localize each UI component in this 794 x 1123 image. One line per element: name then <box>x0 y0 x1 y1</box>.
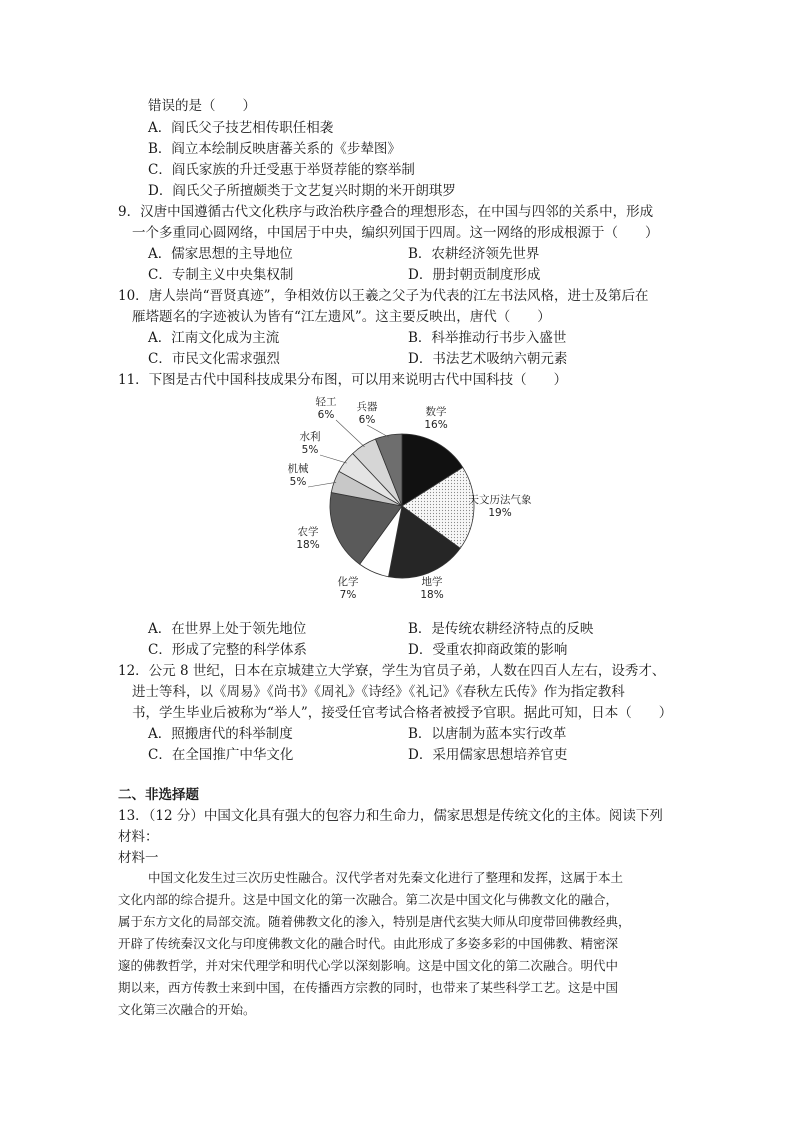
q8-option-b: B．阎立本绘制反映唐蕃关系的《步辇图》 <box>148 141 401 157</box>
pie-pct-3: 7% <box>339 589 357 601</box>
q8-option-a: A．阎氏父子技艺相传职任相袭 <box>148 120 334 136</box>
q12-line-1: 12．公元 8 世纪，日本在京城建立大学寮，学生为官员子弟，人数在四百人左右，设秀才、 <box>118 663 666 679</box>
q12-option-c: C．在全国推广中华文化 <box>148 747 294 763</box>
q10-line-1: 10．唐人崇尚“晋贤真迹”，争相效仿以王羲之父子为代表的江左书法风格，进士及第后在 <box>118 288 649 304</box>
material-line-7: 文化第三次融合的开始。 <box>118 1002 256 1017</box>
material-line-5: 邃的佛教哲学，并对宋代理学和明代心学以深刻影响。这是中国文化的第二次融合。明代中 <box>118 958 619 973</box>
q13-line-2: 材料： <box>118 829 159 845</box>
pie-svg <box>270 395 570 610</box>
q9-option-a: A．儒家思想的主导地位 <box>148 246 293 262</box>
q12-option-d: D．采用儒家思想培养官吏 <box>408 747 568 763</box>
pie-pct-5: 5% <box>289 476 307 488</box>
q10-line-2: 雁塔题名的字迹被认为皆有“江左遗风”。这主要反映出，唐代（ ） <box>132 309 551 325</box>
q8-stem-end: 错误的是（ ） <box>148 98 256 114</box>
q11-option-c: C．形成了完整的科学体系 <box>148 642 307 658</box>
pie-label-6: 水利 <box>299 431 321 443</box>
pie-pct-1: 19% <box>488 507 512 519</box>
pie-leader-8 <box>367 425 389 437</box>
pie-pct-8: 6% <box>358 414 376 426</box>
material-line-2: 文化内部的综合提升。这是中国文化的第一次融合。第二次是中国文化与佛教文化的融合， <box>118 892 619 907</box>
q12-line-3: 书，学生毕业后被称为“举人”，接受任官考试合格者被授予官职。据此可知，日本（ ） <box>132 705 673 721</box>
tech-pie-chart <box>270 395 570 610</box>
q13-line-1: 13．（12 分）中国文化具有强大的包容力和生命力，儒家思想是传统文化的主体。阅读下列 <box>118 808 663 824</box>
pie-pct-0: 16% <box>424 419 448 431</box>
q11-option-a: A．在世界上处于领先地位 <box>148 621 307 637</box>
pie-leader-6 <box>320 455 347 463</box>
q8-option-c: C．阎氏家族的升迁受惠于举贤荐能的察举制 <box>148 162 415 178</box>
q12-option-a: A．照搬唐代的科举制度 <box>148 726 293 742</box>
section-title: 二、非选择题 <box>118 787 199 803</box>
pie-pct-2: 18% <box>420 589 444 601</box>
pie-pct-6: 5% <box>301 444 319 456</box>
material-line-6: 期以来，西方传教士来到中国，在传播西方宗教的同时，也带来了某些科学工艺。这是中国 <box>118 980 619 995</box>
q11-option-b: B．是传统农耕经济特点的反映 <box>408 621 594 637</box>
q9-option-c: C．专制主义中央集权制 <box>148 267 294 283</box>
q11-stem: 11．下图是古代中国科技成果分布图，可以用来说明古代中国科技（ ） <box>118 372 568 388</box>
pie-label-0: 数学 <box>425 406 447 418</box>
q10-option-a: A．江南文化成为主流 <box>148 330 280 346</box>
pie-label-4: 农学 <box>297 526 319 538</box>
pie-leader-5 <box>308 482 336 487</box>
q8-option-d: D．阎氏父子所擅颇类于文艺复兴时期的米开朗琪罗 <box>148 183 456 199</box>
material-title: 材料一 <box>118 850 159 866</box>
q10-option-c: C．市民文化需求强烈 <box>148 351 280 367</box>
q10-option-b: B．科举推动行书步入盛世 <box>408 330 567 346</box>
pie-label-8: 兵器 <box>356 401 378 413</box>
q11-option-d: D．受重农抑商政策的影响 <box>408 642 568 658</box>
pie-label-2: 地学 <box>421 576 443 588</box>
pie-pct-7: 6% <box>317 409 335 421</box>
q9-line-1: 9．汉唐中国遵循古代文化秩序与政治秩序叠合的理想形态，在中国与四邻的关系中，形成 <box>118 204 654 220</box>
material-line-1: 中国文化发生过三次历史性融合。汉代学者对先秦文化进行了整理和发挥，这属于本土 <box>148 870 624 885</box>
q10-option-d: D．书法艺术吸纳六朝元素 <box>408 351 568 367</box>
q12-line-2: 进士等科，以《周易》《尚书》《周礼》《诗经》《礼记》《春秋左氏传》作为指定教科 <box>132 684 625 700</box>
material-line-3: 属于东方文化的局部交流。随着佛教文化的渗入，特别是唐代玄奘大师从印度带回佛教经典， <box>118 914 631 929</box>
pie-label-3: 化学 <box>337 576 359 588</box>
q9-option-b: B．农耕经济领先世界 <box>408 246 540 262</box>
q12-option-b: B．以唐制为蓝本实行改革 <box>408 726 567 742</box>
q9-option-d: D．册封朝贡制度形成 <box>408 267 541 283</box>
pie-label-5: 机械 <box>287 463 309 475</box>
pie-label-1: 天文历法气象 <box>468 494 532 506</box>
q9-line-2: 一个多重同心圆网络，中国居于中央，编织列国于四周。这一网络的形成根源于（ ） <box>132 225 659 241</box>
material-line-4: 开辟了传统秦汉文化与印度佛教文化的融合时代。由此形成了多姿多彩的中国佛教、精密深 <box>118 936 619 951</box>
pie-pct-4: 18% <box>296 539 320 551</box>
pie-label-7: 轻工 <box>315 396 337 408</box>
